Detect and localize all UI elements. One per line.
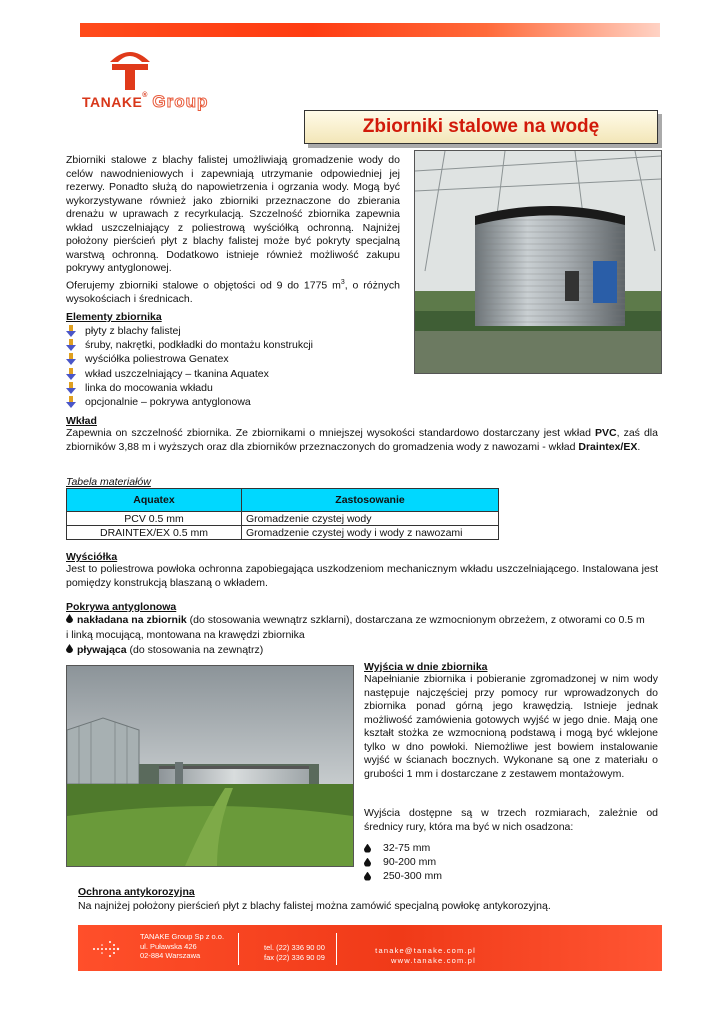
intro-text — [66, 154, 400, 306]
intro-volume-tail: , o różnych wysokościach i średnicach. — [66, 279, 401, 305]
size-label: 90-200 mm — [383, 856, 437, 868]
tanake-logo-icon — [108, 48, 152, 90]
list-item — [66, 395, 313, 409]
top-accent-bar — [80, 23, 660, 37]
pokrywa-heading: Pokrywa antyglonowa — [66, 601, 177, 613]
size-label: 32-75 mm — [383, 842, 431, 854]
footer-divider — [238, 933, 239, 965]
size-label: 250-300 mm — [383, 870, 442, 882]
footer-tel: tel. (22) 336 90 00 — [264, 943, 325, 952]
table-header-usage: Zastosowanie — [242, 489, 499, 512]
pokrywa-option-1-title: nakładana na zbiornik — [77, 614, 187, 626]
footer-city: 02-884 Warszawa — [140, 951, 201, 960]
drop-bullet-icon — [364, 844, 371, 853]
arrow-bullet-icon — [66, 353, 76, 365]
outdoor-tank-photo — [66, 665, 354, 867]
table-cell: PCV 0.5 mm — [67, 512, 242, 526]
footer-divider — [336, 933, 337, 965]
list-item — [66, 338, 313, 352]
ochrona-text: Na najniżej położony pierścień płyt z blachy falistej można zamówić specjalną powłokę antykorozyjną. — [78, 900, 551, 912]
list-item-label: wyściółka poliestrowa Genatex — [85, 353, 229, 366]
wysciolka-heading: Wyściółka — [66, 551, 118, 563]
footer-street: ul. Puławska 426 — [140, 941, 197, 951]
list-item-label: opcjonalnie – pokrywa antyglonowa — [85, 396, 251, 409]
arrow-bullet-icon — [66, 339, 76, 351]
drop-bullet-icon — [66, 614, 73, 623]
footer-phone — [264, 943, 325, 962]
elements-list — [66, 324, 313, 409]
wklad-pvc: PVC — [595, 427, 617, 439]
list-item — [66, 324, 313, 338]
footer-address — [140, 932, 224, 961]
intro-volume: Oferujemy zbiorniki stalowe o objętości od 9 do 1775 m — [66, 279, 341, 291]
table-cell: Gromadzenie czystej wody — [242, 512, 499, 526]
list-item — [66, 352, 313, 366]
brand-suffix: Group — [152, 92, 209, 111]
list-item — [364, 841, 442, 855]
table-header-aquatex: Aquatex — [67, 489, 242, 512]
drop-bullet-icon — [364, 872, 371, 881]
arrow-bullet-icon — [66, 368, 76, 380]
wyjscia-text-2: Wyjścia dostępne są w trzech rozmiarach, zależnie od średnicy rury, która ma być w nich osadzona: — [364, 807, 658, 833]
drop-bullet-icon — [66, 644, 73, 653]
list-item — [66, 381, 313, 395]
arrow-bullet-icon — [66, 325, 76, 337]
pokrywa-option-2-text: (do stosowania na zewnątrz) — [126, 644, 264, 656]
pokrywa-option-1-text: (do stosowania wewnątrz szklarni), dostarczana ze wzmocnionym obrzeżem, z otworami co 0.5 m i linką mocującą, montowana na krawędzi zbiornika — [66, 614, 645, 641]
footer-website[interactable]: www.tanake.com.pl — [390, 955, 476, 965]
page-title: Zbiorniki stalowe na wodę — [362, 116, 600, 137]
table-cell: Gromadzenie czystej wody i wody z nawozami — [242, 526, 499, 540]
ochrona-heading: Ochrona antykorozyjna — [78, 886, 195, 898]
list-item-label: płyty z blachy falistej — [85, 325, 181, 338]
drop-bullet-icon — [364, 858, 371, 867]
list-item-label: śruby, nakrętki, podkładki do montażu konstrukcji — [85, 339, 313, 352]
list-item — [66, 367, 313, 381]
footer-company: TANAKE Group Sp z o.o. — [140, 932, 225, 941]
footer-fax: fax (22) 336 90 09 — [264, 952, 325, 962]
sizes-list — [364, 841, 442, 883]
brand-logo-text: TANAKE® Group — [82, 92, 209, 111]
materials-table-caption: Tabela materiałów — [66, 476, 151, 488]
table-header-row — [67, 489, 499, 512]
wklad-draintex: Draintex/EX — [578, 440, 638, 453]
pokrywa-text — [66, 613, 646, 658]
wklad-text-b: , zaś dla zbiorników 3,88 m i wyższych oraz dla zbiorników przeznaczonych do gromadzenia wody z nawozami - wkład — [66, 427, 658, 453]
wklad-text-c: . — [637, 440, 641, 453]
table-row — [67, 512, 499, 526]
table-cell: DRAINTEX/EX 0.5 mm — [67, 526, 242, 540]
table-row — [67, 526, 499, 540]
elements-heading: Elementy zbiornika — [66, 311, 162, 323]
intro-paragraph: Zbiorniki stalowe z blachy falistej umożliwiają gromadzenie wody do celów nawodnieniowych i zapewniają utrzymanie odpowiedniej jej rezerwy. Ponadto służą do napowietrzenia i ogrzania wody. Mogą być wykorzystywane również jako zbiorniki przeznaczone do zbierania drenażu w uprawach z recyrkulacją. Szczelność zbiornika zapewnia wkład uszczelniający z poliestrową wyściółką ochronną. Najniżej położony pierścień płyt z blachy falistej może być pokryty specjalną warstwą ochronną. Dodatkowo istnieje również możliwość zakupu pokrywy antyglonowej. — [66, 154, 400, 274]
wklad-heading: Wkład — [66, 415, 97, 427]
wysciolka-text: Jest to poliestrowa powłoka ochronna zapobiegająca uszkodzeniom mechanicznym wkładu uszczelniającego. Instalowana jest pomiędzy konstrukcją blaszaną o wkładem. — [66, 563, 658, 589]
arrow-bullet-icon — [66, 382, 76, 394]
wyjscia-text: Napełnianie zbiornika i pobieranie zgromadzonej w nim wody następuje najczęściej przy pomocy rur wprowadzonych do zbiornika ponad górną jego krawędzią. Istnieje jednak możliwość zamówienia gotowych wyjść w jego dnie. Mają one kształt stożka ze wzmocnioną podstawą i mogą być wklejone tylko w dno powłoki. Niemożliwe jest bowiem instalowanie wyjść w ścianach bocznych. Wykonane są one z materiału o grubości 1 mm i dostarczane z zestawem montażowym. — [364, 673, 658, 780]
list-item — [364, 855, 442, 869]
list-item — [364, 869, 442, 883]
arrow-bullet-icon — [66, 396, 76, 408]
intro-volume-unit-exp: 3 — [340, 278, 345, 286]
list-item-label: wkład uszczelniający – tkanina Aquatex — [85, 367, 269, 380]
brand-name: TANAKE — [82, 94, 143, 110]
dotted-arrow-icon — [92, 941, 126, 957]
materials-table — [66, 488, 499, 540]
footer-email[interactable]: tanake@tanake.com.pl — [375, 946, 476, 955]
list-item-label: linka do mocowania wkładu — [85, 381, 213, 394]
greenhouse-tank-photo — [414, 150, 662, 374]
wklad-text-a: Zapewnia on szczelność zbiornika. Ze zbiornikami o mniejszej wysokości standardowo dostarczany jest wkład — [66, 427, 595, 439]
footer-contact — [348, 946, 476, 965]
pokrywa-option-2-title: pływająca — [77, 644, 127, 656]
wklad-text — [66, 427, 658, 454]
footer-bar — [78, 925, 662, 971]
wyjscia-heading: Wyjścia w dnie zbiornika — [364, 661, 488, 673]
page-title-box — [304, 110, 658, 144]
